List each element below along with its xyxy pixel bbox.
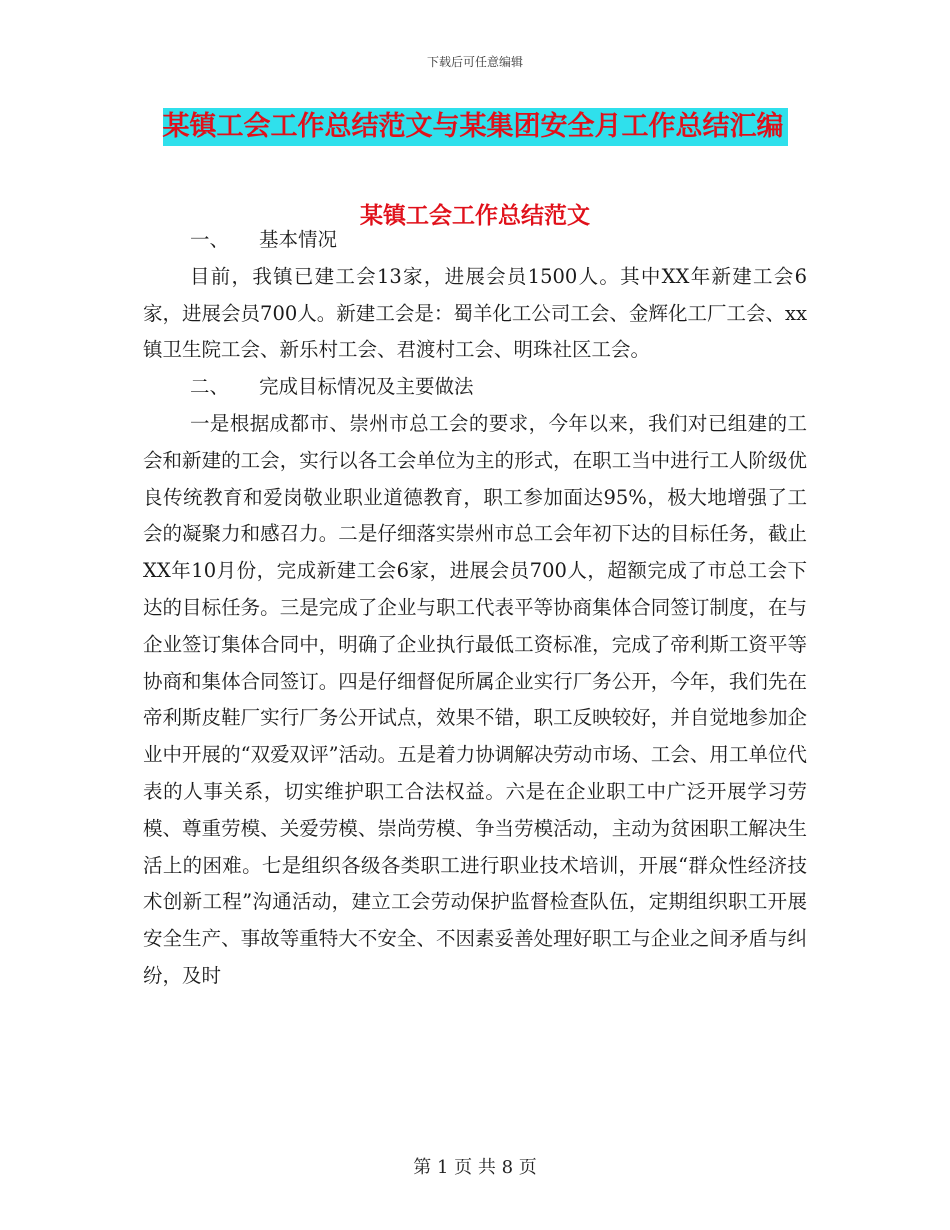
section-title: 完成目标情况及主要做法	[259, 375, 474, 399]
main-title-container	[0, 108, 950, 146]
paragraph-main-practices: 一是根据成都市、崇州市总工会的要求，今年以来，我们对已组建的工会和新建的工会，实行以各工会单位为主的形式，在职工当中进行工人阶级优良传统教育和爱岗敬业职业道德教育，职工参加面达95%，极大地增强了工会的凝聚力和感召力。二是仔细落实崇州市总工会年初下达的目标任务，截止XX年10月份，完成新建工会6家，进展会员700人，超额完成了市总工会下达的目标任务。三是完成了企业与职工代表平等协商集体合同签订制度，在与企业签订集体合同中，明确了企业执行最低工资标准，完成了帝利斯工资平等协商和集体合同签订。四是仔细督促所属企业实行厂务公开，今年，我们先在帝利斯皮鞋厂实行厂务公开试点，效果不错，职工反映较好，并自觉地参加企业中开展的“双爱双评”活动。五是着力协调解决劳动市场、工会、用工单位代表的人事关系，切实维护职工合法权益。六是在企业职工中广泛开展学习劳模、尊重劳模、关爱劳模、崇尚劳模、争当劳模活动，主动为贫困职工解决生活上的困难。七是组织各级各类职工进行职业技术培训，开展“群众性经济技术创新工程”沟通活动，建立工会劳动保护监督检查队伍，定期组织职工开展安全生产、事故等重特大不安全、不因素妥善处理好职工与企业之间矛盾与纠纷，及时	[143, 411, 807, 987]
paragraph-basic-situation: 目前，我镇已建工会13家，进展会员1500人。其中XX年新建工会6 家，进展会员700人。新建工会是：蜀羊化工公司工会、金辉化工厂工会、xx镇卫生院工会、新乐村工会、君渡村工会、明珠社区工会。	[143, 264, 807, 362]
document-body	[143, 222, 807, 995]
section-number: 一、	[190, 228, 230, 251]
section-heading-2	[143, 369, 807, 406]
sub-title: 某镇工会工作总结范文	[360, 202, 590, 229]
section-number: 二、	[190, 375, 230, 399]
page-footer: 第 1 页 共 8 页	[413, 1157, 537, 1178]
section-title: 基本情况	[259, 228, 338, 251]
page-header-note: 下载后可任意编辑	[426, 55, 523, 69]
main-title: 某镇工会工作总结范文与某集团安全月工作总结汇编	[163, 108, 788, 146]
section-heading-1	[143, 222, 807, 259]
